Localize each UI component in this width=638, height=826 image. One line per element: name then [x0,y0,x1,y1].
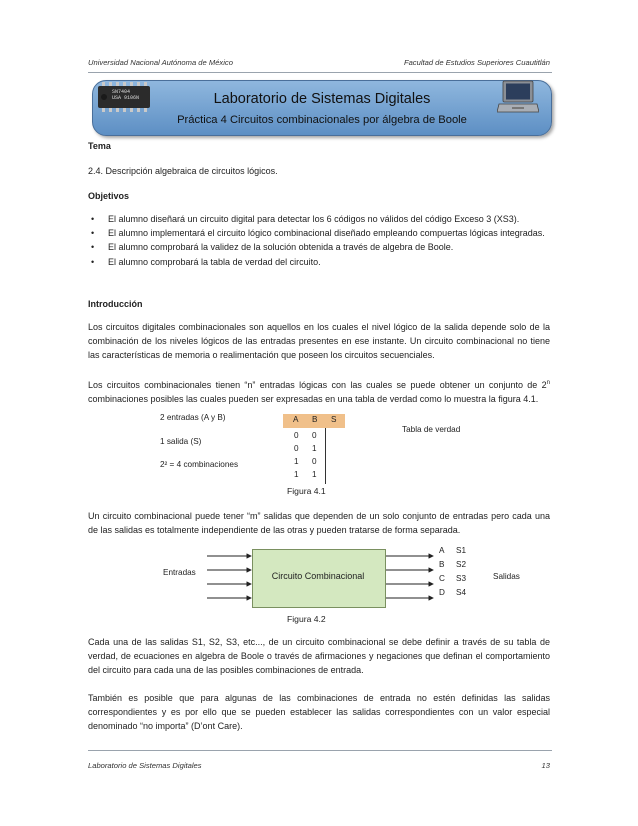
combinational-circuit-label: Circuito Combinacional [271,571,365,581]
table-cell: 0 [312,457,317,466]
bullet: • [91,256,95,267]
list-item: • El alumno comprobará la tabla de verdad del circuito. [88,255,550,269]
table-cell: 0 [294,444,299,453]
table-cell: 1 [312,470,317,479]
fig2-inputs-label: Entradas [163,568,196,577]
list-item: • El alumno implementará el circuito lógico combinacional diseñado empleando compuertas lógicas integradas. [88,226,550,240]
fig1-output-label: 1 salida (S) [160,437,202,446]
paragraph-3: Un circuito combinacional puede tener “m” salidas que dependen de un solo conjunto de entradas pero cada una de las salidas es totalmente independiente de las otras y pueden tratarse de forma separada. [88,511,550,536]
objetivos-heading: Objetivos [88,191,130,201]
table-cell: 0 [312,431,317,440]
paragraph-4: Cada una de las salidas S1, S2, S3, etc..., de un circuito combinacional se debe definir a través de su tabla de verdad, de ecuaciones en algebra de Boole o través de afirmaciones y negaciones que definan el comportamiento del circuito para cada una de las posibles combinaciones de entrada. [88,637,550,676]
laptop-icon [497,80,539,116]
intro-paragraph-1: Los circuitos digitales combinacionales son aquellos en los cuales el nivel lógico de la salida depende solo de la combinación de los niveles lógicos de las entradas presentes en ese instante. Un circuito combinacional no tiene las características de memoria o realimentación que poseen los circuitos secuenciales. [88,322,550,361]
table-cell: 0 [294,431,299,440]
banner-subtitle: Práctica 4 Circuitos combinacionales por álgebra de Boole [177,114,467,126]
figure-1-caption: Figura 4.1 [287,486,326,496]
header-right: Facultad de Estudios Superiores Cuautitlán [403,58,550,67]
output-letter: C [439,574,445,583]
bullet: • [91,228,95,239]
figure-2-caption: Figura 4.2 [287,614,326,624]
fig2-outputs-label: Salidas [493,572,520,581]
header-a: A [293,415,299,424]
paragraph-5: También es posible que para algunas de las combinaciones de entrada no estén definidas las salidas correspondientes y es por ello que se pueden establecer las salidas correspondientes con un valor especial denominado “no importa” (D’ont Care). [88,693,550,732]
tema-text: 2.4. Descripción algebraica de circuitos lógicos. [88,166,278,176]
bullet: • [91,214,95,224]
truth-table-divider [325,428,326,484]
header-b: B [312,415,318,424]
introduccion-heading: Introducción [88,299,143,309]
chip-label: SN7404 USA 9106N [112,89,140,101]
fig1-inputs-label: 2 entradas (A y B) [160,413,226,422]
output-name: S2 [456,560,467,569]
tema-heading: Tema [88,141,111,151]
output-name: S1 [456,546,467,555]
table-cell: 1 [312,444,317,453]
banner-title: Laboratorio de Sistemas Digitales [213,91,431,107]
footer-left: Laboratorio de Sistemas Digitales [88,761,202,770]
header-rule [88,72,552,73]
truth-table-header [283,414,345,428]
table-cell: 1 [294,470,299,479]
fig1-table-label: Tabla de verdad [402,425,461,434]
list-item: • El alumno comprobará la validez de la solución obtenida a través de algebra de Boole. [88,240,550,254]
output-letter: B [439,560,445,569]
bullet: • [91,242,95,253]
objetivos-list [88,212,550,269]
intro-paragraph-2: Los circuitos combinacionales tienen “n” entradas lógicas con las cuales se puede obtener un conjunto de 2$^n$ combinaciones posibles las cuales pueden ser expresadas en una tabla de verdad como lo muestra la figura 4.1. [88,380,550,405]
output-name: S3 [456,574,467,583]
list-item: • El alumno diseñará un circuito digital para detectar los 6 códigos no válidos del código Exceso 3 (XS3). [88,212,550,226]
header-left: Universidad Nacional Autónoma de México [88,58,233,67]
footer-rule [88,750,552,751]
output-letter: A [439,546,445,555]
title-banner [92,80,552,136]
fig1-combos-label: 2² = 4 combinaciones [160,460,239,469]
output-letter: D [439,588,445,597]
output-name: S4 [456,588,467,597]
table-cell: 1 [294,457,299,466]
header-s: S [331,415,337,424]
page-number: 13 [541,761,550,770]
